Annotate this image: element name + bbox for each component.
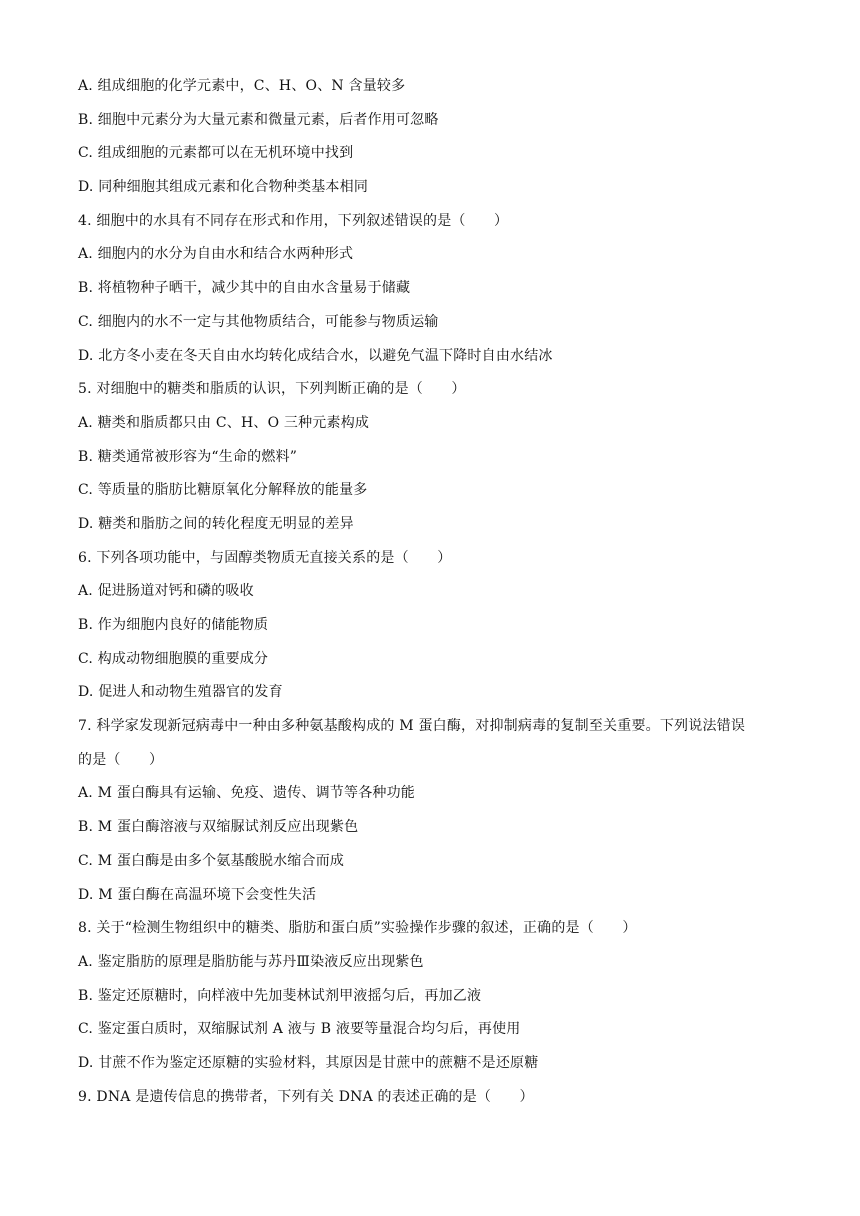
option-a-q7: A. M 蛋白酶具有运输、免疫、遗传、调节等各种功能	[78, 785, 415, 802]
option-c-q8: C. 鉴定蛋白质时，双缩脲试剂 A 液与 B 液要等量混合均匀后，再使用	[78, 1021, 521, 1038]
question-8: 8. 关于“检测生物组织中的糖类、脂肪和蛋白质”实验操作步骤的叙述，正确的是（ ）	[78, 920, 637, 937]
question-9: 9. DNA 是遗传信息的携带者，下列有关 DNA 的表述正确的是（ ）	[78, 1088, 534, 1105]
option-a-q3: A. 组成细胞的化学元素中，C、H、O、N 含量较多	[78, 78, 406, 94]
option-a-q8: A. 鉴定脂肪的原理是脂肪能与苏丹Ⅲ染液反应出现紫色	[78, 953, 424, 970]
option-b-q4: B. 将植物种子晒干，减少其中的自由水含量易于储藏	[78, 280, 411, 297]
question-7: 7. 科学家发现新冠病毒中一种由多种氨基酸构成的 M 蛋白酶，对抑制病毒的复制至关重要。下列说法错误	[78, 718, 746, 735]
option-b-q3: B. 细胞中元素分为大量元素和微量元素，后者作用可忽略	[78, 111, 439, 128]
option-c-q4: C. 细胞内的水不一定与其他物质结合，可能参与物质运输	[78, 313, 439, 330]
option-b-q6: B. 作为细胞内良好的储能物质	[78, 617, 269, 633]
option-c-q6: C. 构成动物细胞膜的重要成分	[78, 650, 269, 667]
option-c-q7: C. M 蛋白酶是由多个氨基酸脱水缩合而成	[78, 852, 345, 869]
question-6: 6. 下列各项功能中，与固醇类物质无直接关系的是（ ）	[78, 549, 452, 566]
option-b-q5: B. 糖类通常被形容为“生命的燃料”	[78, 448, 298, 465]
option-a-q4: A. 细胞内的水分为自由水和结合水两种形式	[78, 246, 354, 263]
document-page	[78, 70, 798, 1114]
option-d-q4: D. 北方冬小麦在冬天自由水均转化成结合水，以避免气温下降时自由水结冰	[78, 347, 553, 364]
option-d-q8: D. 甘蔗不作为鉴定还原糖的实验材料，其原因是甘蔗中的蔗糖不是还原糖	[78, 1054, 539, 1071]
option-b-q8: B. 鉴定还原糖时，向样液中先加斐林试剂甲液摇匀后，再加乙液	[78, 987, 482, 1004]
option-b-q7: B. M 蛋白酶溶液与双缩脲试剂反应出现紫色	[78, 819, 359, 836]
option-d-q5: D. 糖类和脂肪之间的转化程度无明显的差异	[78, 515, 354, 532]
option-d-q3: D. 同种细胞其组成元素和化合物种类基本相同	[78, 179, 369, 196]
option-a-q5: A. 糖类和脂质都只由 C、H、O 三种元素构成	[78, 414, 370, 431]
question-5: 5. 对细胞中的糖类和脂质的认识，下列判断正确的是（ ）	[78, 381, 466, 398]
option-a-q6: A. 促进肠道对钙和磷的吸收	[78, 583, 254, 600]
question-7-continued: 的是（ ）	[78, 751, 164, 768]
option-c-q5: C. 等质量的脂肪比糖原氧化分解释放的能量多	[78, 482, 368, 499]
option-c-q3: C. 组成细胞的元素都可以在无机环境中找到	[78, 145, 354, 162]
option-d-q6: D. 促进人和动物生殖器官的发育	[78, 684, 283, 701]
option-d-q7: D. M 蛋白酶在高温环境下会变性失活	[78, 886, 317, 903]
question-4: 4. 细胞中的水具有不同存在形式和作用，下列叙述错误的是（ ）	[78, 212, 509, 229]
